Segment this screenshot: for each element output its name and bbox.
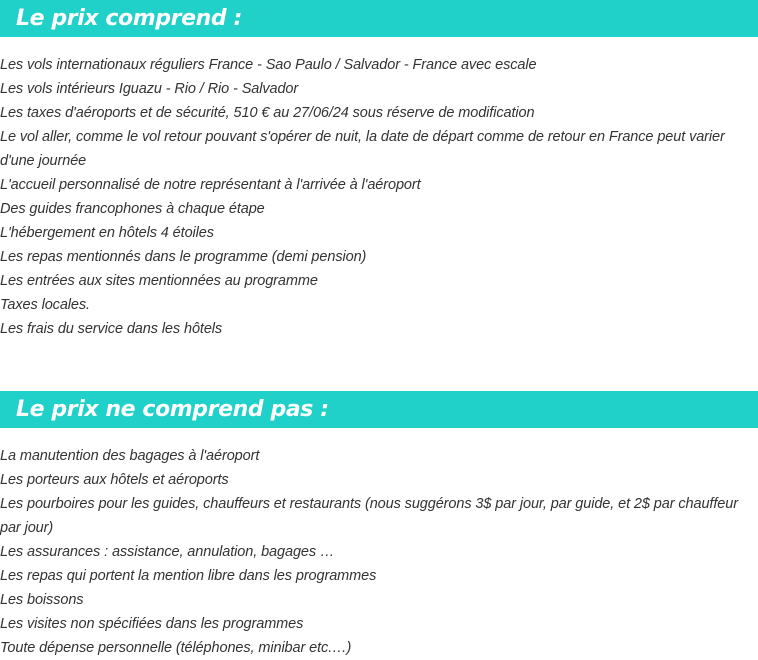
list-item: Les taxes d'aéroports et de sécurité, 510 € au 27/06/24 sous réserve de modification bbox=[0, 105, 535, 121]
list-item: La manutention des bagages à l'aéroport bbox=[0, 448, 260, 464]
list-item: Les boissons bbox=[0, 592, 84, 608]
list-item: Les vols intérieurs Iguazu - Rio / Rio - Salvador bbox=[0, 81, 299, 97]
included-section-title: Le prix comprend : bbox=[16, 5, 242, 31]
list-item: Les assurances : assistance, annulation, bagages … bbox=[0, 544, 335, 560]
list-item: Les pourboires pour les guides, chauffeurs et restaurants (nous suggérons 3$ par jour, par guide, et 2$ par chauffeur par jour) bbox=[0, 496, 738, 536]
list-item: Le vol aller, comme le vol retour pouvant s'opérer de nuit, la date de départ comme de retour en France peut varier d'une journée bbox=[0, 129, 725, 169]
list-item: Taxes locales. bbox=[0, 297, 90, 313]
list-item: Les repas qui portent la mention libre dans les programmes bbox=[0, 568, 377, 584]
list-item: Les vols internationaux réguliers France - Sao Paulo / Salvador - France avec escale bbox=[0, 57, 537, 73]
list-item: L'hébergement en hôtels 4 étoiles bbox=[0, 225, 214, 241]
excluded-section-header bbox=[0, 391, 758, 428]
included-items-list bbox=[0, 53, 758, 341]
excluded-section-title: Le prix ne comprend pas : bbox=[16, 396, 329, 422]
list-item: Les visites non spécifiées dans les programmes bbox=[0, 616, 304, 632]
excluded-items-list bbox=[0, 444, 758, 660]
list-item: L'accueil personnalisé de notre représentant à l'arrivée à l'aéroport bbox=[0, 177, 421, 193]
list-item: Les entrées aux sites mentionnées au programme bbox=[0, 273, 318, 289]
included-section-header bbox=[0, 0, 758, 37]
list-item: Les porteurs aux hôtels et aéroports bbox=[0, 472, 229, 488]
list-item: Les frais du service dans les hôtels bbox=[0, 321, 223, 337]
list-item: Des guides francophones à chaque étape bbox=[0, 201, 265, 217]
list-item: Les repas mentionnés dans le programme (demi pension) bbox=[0, 249, 367, 265]
list-item: Toute dépense personnelle (téléphones, minibar etc.…) bbox=[0, 640, 352, 656]
